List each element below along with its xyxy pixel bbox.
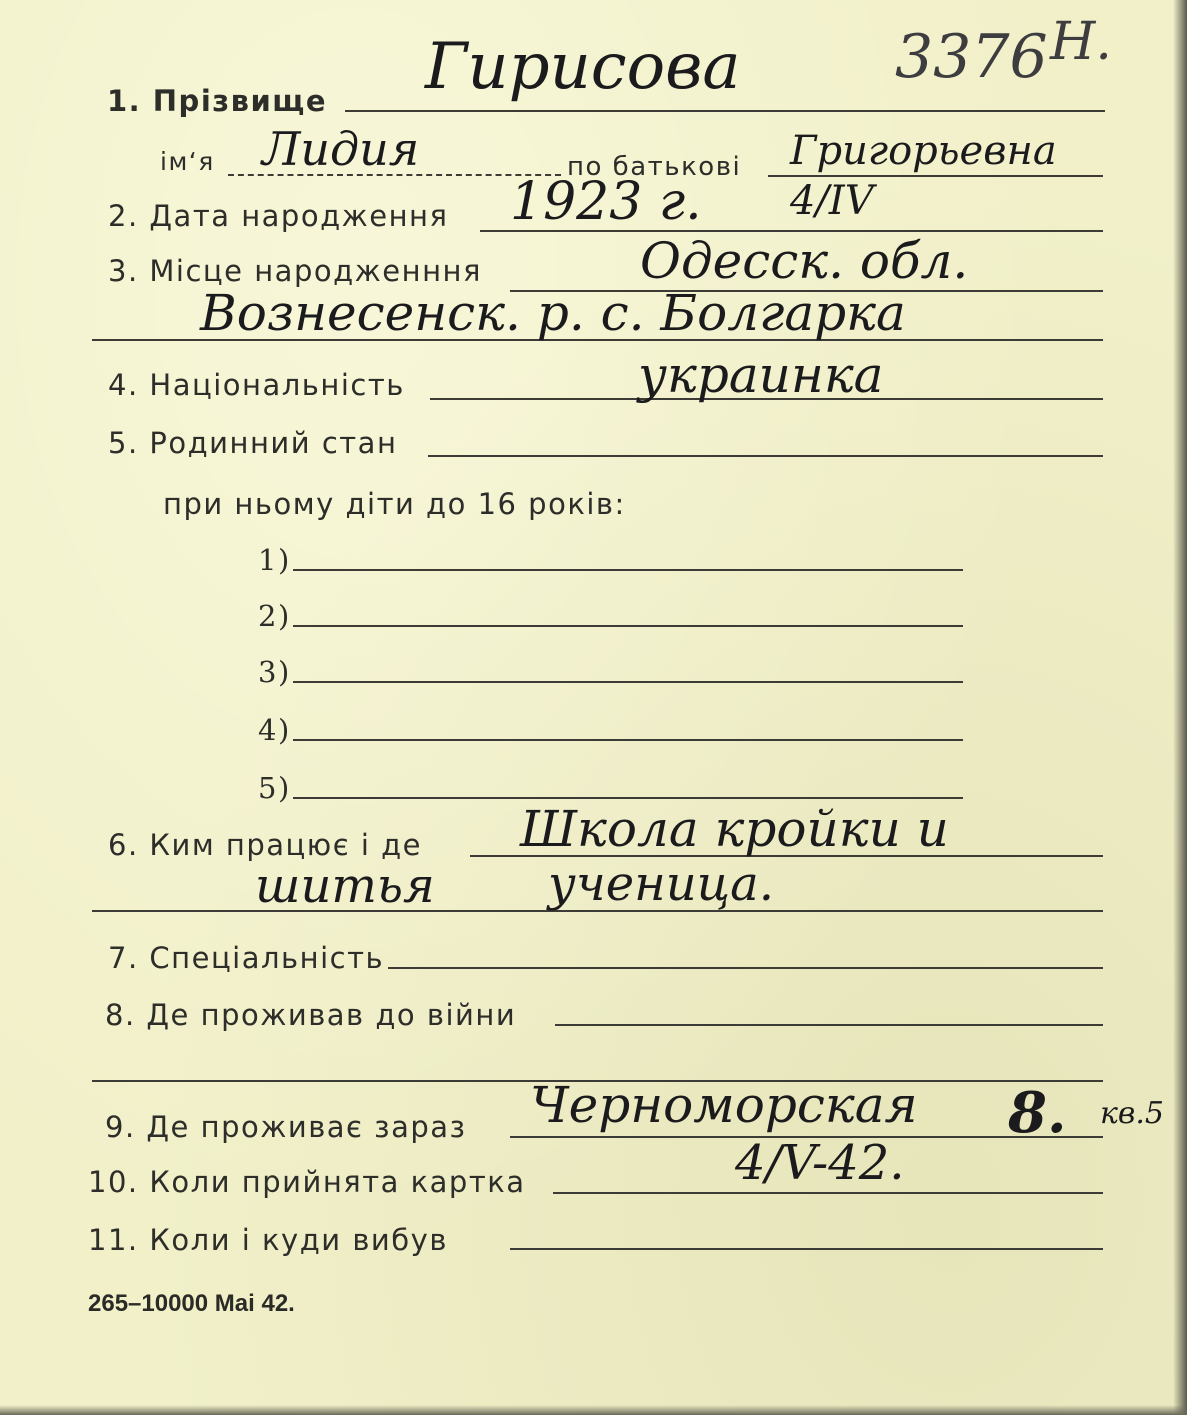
children-label: при ньому діти до 16 років: <box>163 487 626 521</box>
child-1-label: 1) <box>258 543 291 577</box>
print-code: 265–10000 Mai 42. <box>88 1290 295 1317</box>
card-date-handwriting: 4/V-42. <box>735 1135 905 1191</box>
departure-label: 11. Коли і куди вибув <box>88 1223 448 1257</box>
child-4-line <box>293 739 963 741</box>
specialty-line <box>388 967 1103 969</box>
card-number-handwriting: 3376 <box>895 22 1048 92</box>
first-name-handwriting: Лидия <box>262 122 420 176</box>
child-5-line <box>293 797 963 799</box>
apartment-handwriting: кв.5 <box>1100 1096 1164 1131</box>
occupation-label: 6. Ким працює і де <box>108 828 423 862</box>
surname-label: 1. Прізвище <box>107 84 328 118</box>
birthplace-handwriting-2: Вознесенск. р. с. Болгарка <box>200 284 906 342</box>
birthplace-handwriting-1: Одесск. обл. <box>640 232 969 290</box>
marital-status-label: 5. Родинний стан <box>108 426 398 460</box>
occupation-handwriting-3: ученица. <box>548 856 775 912</box>
child-3-line <box>293 681 963 683</box>
card-accepted-label: 10. Коли прийнята картка <box>88 1165 526 1199</box>
card-edge-bottom <box>0 1405 1187 1415</box>
birth-year-handwriting: 1923 г. <box>510 172 702 232</box>
prewar-residence-label: 8. Де проживав до війни <box>105 998 517 1032</box>
child-1-line <box>293 569 963 571</box>
child-5-label: 5) <box>258 771 291 805</box>
surname-handwriting: Гирисова <box>425 30 741 104</box>
occupation-handwriting-2: шитья <box>255 858 435 914</box>
nationality-handwriting: украинка <box>638 346 884 404</box>
patronymic-line <box>768 175 1103 177</box>
nationality-label: 4. Національність <box>108 368 405 402</box>
first-name-label: ім‘я <box>160 147 215 176</box>
departure-line <box>510 1248 1103 1250</box>
prewar-residence-line-1 <box>555 1024 1103 1026</box>
card-edge-right <box>1173 0 1187 1415</box>
patronymic-label: по батькові <box>567 152 742 182</box>
specialty-label: 7. Спеціальність <box>108 941 385 975</box>
current-residence-label: 9. Де проживає зараз <box>105 1110 467 1144</box>
child-3-label: 3) <box>258 655 291 689</box>
child-2-label: 2) <box>258 599 291 633</box>
birthplace-label: 3. Місце народженння <box>108 254 482 288</box>
card-accepted-line <box>553 1192 1103 1194</box>
occupation-handwriting-1: Школа кройки и <box>520 800 949 858</box>
card-suffix-handwriting: Н. <box>1050 12 1112 72</box>
birth-day-handwriting: 4/IV <box>790 178 874 224</box>
house-number-handwriting: 8. <box>1008 1080 1067 1146</box>
surname-line <box>345 110 1105 112</box>
address-handwriting: Черноморская <box>530 1076 918 1134</box>
child-2-line <box>293 625 963 627</box>
birth-date-label: 2. Дата народження <box>108 199 449 233</box>
child-4-label: 4) <box>258 713 291 747</box>
patronymic-handwriting: Григорьевна <box>790 128 1057 174</box>
marital-status-line <box>428 455 1103 457</box>
